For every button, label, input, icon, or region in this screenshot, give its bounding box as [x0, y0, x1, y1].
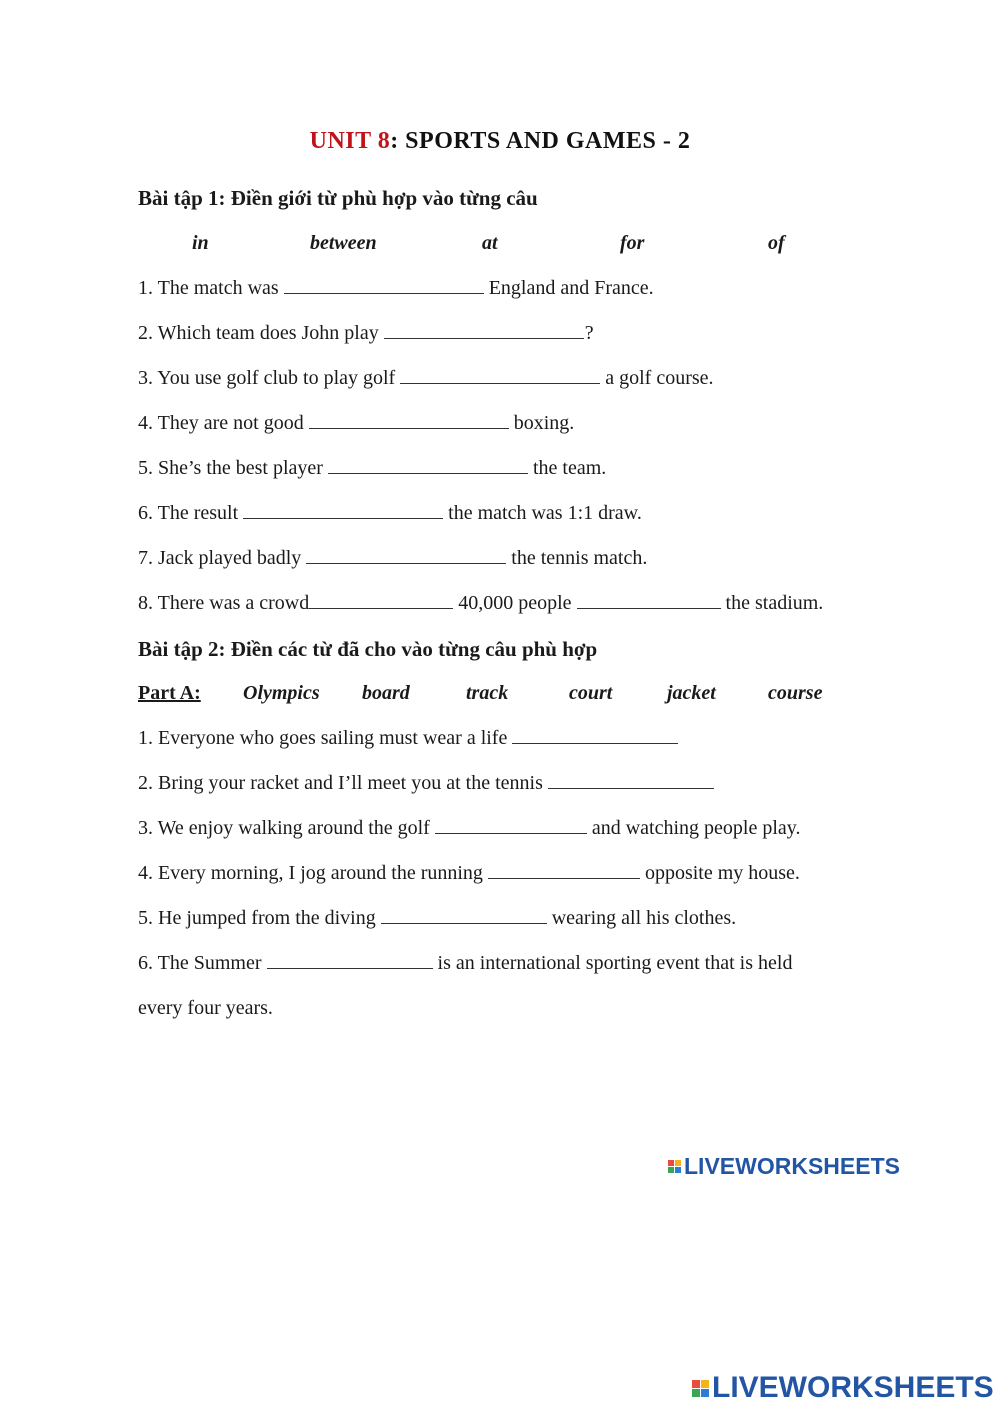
question-text: the stadium.: [725, 592, 824, 614]
page-title: [0, 128, 1000, 155]
logo-text: LIVEWORKSHEETS: [684, 1153, 900, 1179]
question-text: 3. We enjoy walking around the golf: [138, 817, 430, 839]
question-text: 6. The Summer: [138, 952, 262, 974]
word-bank-item: of: [768, 232, 785, 254]
answer-blank[interactable]: [400, 367, 600, 384]
question-text: 2. Bring your racket and I’ll meet you at the tennis: [138, 772, 543, 794]
answer-blank[interactable]: [284, 277, 484, 294]
exercise1-question: [138, 277, 654, 300]
question-text: 3. You use golf club to play golf: [138, 367, 396, 389]
liveworksheets-logo-icon: [668, 1160, 681, 1173]
question-text: ?: [584, 322, 594, 344]
exercise1-heading: Bài tập 1: Điền giới từ phù hợp vào từng câu: [138, 186, 538, 210]
exercise2-question: [138, 772, 719, 795]
answer-blank[interactable]: [577, 592, 721, 609]
exercise2-question: [138, 727, 683, 750]
question-text: and watching people play.: [591, 817, 801, 839]
liveworksheets-logo: [668, 1153, 900, 1180]
answer-blank[interactable]: [488, 862, 640, 879]
word-bank-item: between: [310, 232, 377, 254]
question-text: 2. Which team does John play: [138, 322, 379, 344]
answer-blank[interactable]: [384, 322, 584, 339]
question-text: the match was 1:1 draw.: [448, 502, 642, 524]
question-text: 1. The match was: [138, 277, 279, 299]
word-bank-item: board: [362, 682, 410, 704]
exercise2-question: [138, 862, 800, 885]
exercise2-question-continuation: every four years.: [138, 997, 273, 1019]
question-text: 5. He jumped from the diving: [138, 907, 376, 929]
question-text: 1. Everyone who goes sailing must wear a life: [138, 727, 508, 749]
title-unit: UNIT 8: [309, 128, 391, 154]
word-bank-item: court: [569, 682, 613, 704]
answer-blank[interactable]: [548, 772, 714, 789]
answer-blank[interactable]: [267, 952, 433, 969]
answer-blank[interactable]: [306, 547, 506, 564]
word-bank-item: for: [620, 232, 645, 254]
question-text: 7. Jack played badly: [138, 547, 302, 569]
question-text: opposite my house.: [644, 862, 800, 884]
question-text: 4. Every morning, I jog around the running: [138, 862, 483, 884]
answer-blank[interactable]: [309, 592, 453, 609]
exercise1-question: [138, 547, 647, 570]
word-bank-item: jacket: [667, 682, 716, 704]
exercise2-heading: Bài tập 2: Điền các từ đã cho vào từng câu phù hợp: [138, 637, 598, 661]
answer-blank[interactable]: [435, 817, 587, 834]
question-text: wearing all his clothes.: [551, 907, 737, 929]
answer-blank[interactable]: [381, 907, 547, 924]
logo-text: LIVEWORKSHEETS: [712, 1371, 994, 1404]
answer-blank[interactable]: [512, 727, 678, 744]
question-text: 40,000 people: [458, 592, 572, 614]
exercise1-question: [138, 592, 823, 615]
word-bank-item: course: [768, 682, 823, 704]
word-bank-item: in: [192, 232, 209, 254]
question-text: 4. They are not good: [138, 412, 304, 434]
question-text: boxing.: [513, 412, 575, 434]
answer-blank[interactable]: [243, 502, 443, 519]
word-bank-item: Olympics: [243, 682, 320, 704]
question-text: 8. There was a crowd: [138, 592, 310, 614]
question-text: a golf course.: [605, 367, 714, 389]
question-text: 5. She’s the best player: [138, 457, 323, 479]
liveworksheets-logo-icon: [692, 1380, 709, 1397]
question-text: England and France.: [488, 277, 654, 299]
exercise2-question: [138, 817, 801, 840]
word-bank-item: track: [466, 682, 509, 704]
question-text: is an international sporting event that is held: [437, 952, 793, 974]
exercise2-question: [138, 907, 736, 930]
question-text: the team.: [532, 457, 607, 479]
part-a-label: Part A:: [138, 682, 201, 704]
title-topic: : SPORTS AND GAMES - 2: [390, 128, 691, 154]
answer-blank[interactable]: [309, 412, 509, 429]
question-text: the tennis match.: [511, 547, 648, 569]
exercise1-question: [138, 457, 606, 480]
exercise2-question: [138, 952, 792, 975]
exercise1-question: [138, 322, 594, 345]
liveworksheets-logo-footer: [692, 1371, 994, 1405]
word-bank-item: at: [482, 232, 498, 254]
exercise1-question: [138, 502, 642, 525]
question-text: 6. The result: [138, 502, 239, 524]
answer-blank[interactable]: [328, 457, 528, 474]
exercise1-question: [138, 367, 714, 390]
exercise1-question: [138, 412, 574, 435]
